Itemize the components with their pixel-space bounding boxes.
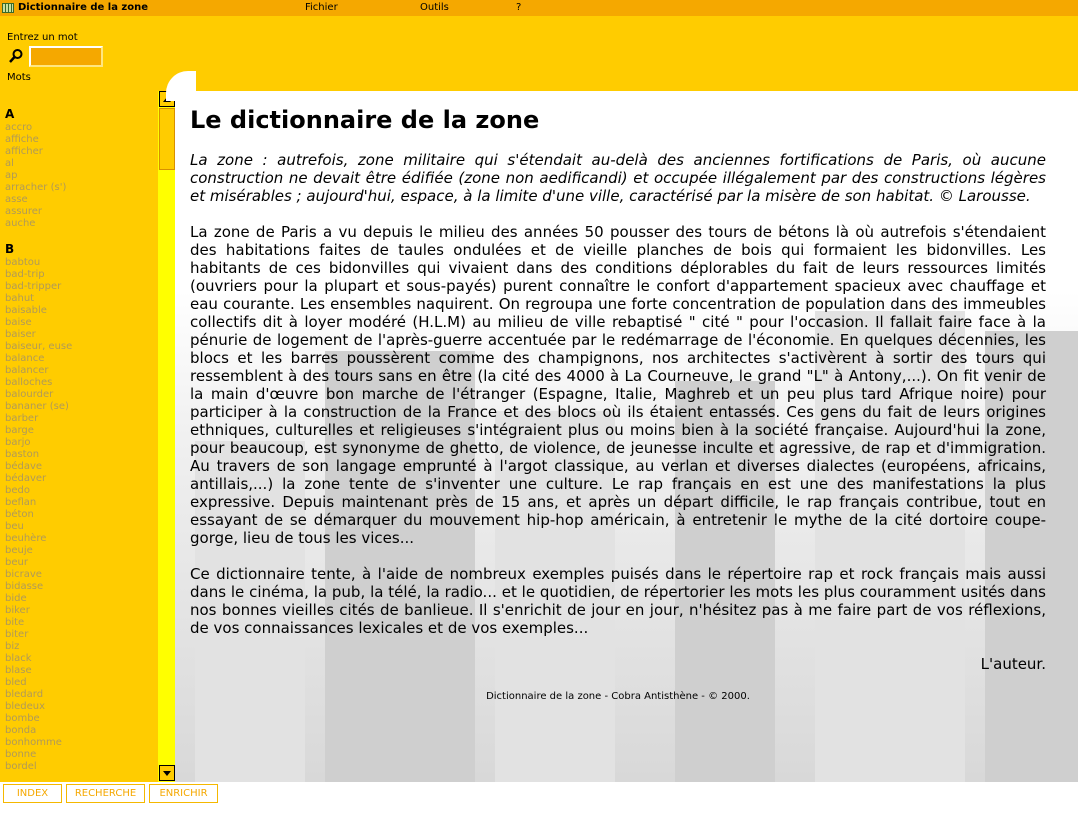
word-link[interactable]: bahut	[5, 293, 35, 304]
main-content	[175, 91, 1078, 782]
footer-credit: Dictionnaire de la zone - Cobra Antisthène - © 2000.	[486, 691, 750, 702]
word-link[interactable]: ap	[5, 170, 18, 181]
purpose-paragraph: Ce dictionnaire tente, à l'aide de nombreux exemples puisés dans le répertoire rap et rock français mais aussi dans le cinéma, la pub, la télé, la radio... et le quotidien, de répertorier les mots les plus couramment usités dans nos bonnes vieilles cités de banlieue. Il s'enrichit de jour en jour, n'hésitez pas à me faire part de vos réflexions, de vos connaissances lexicales et de vos exemples...	[190, 565, 1046, 637]
word-link[interactable]: beuhère	[5, 533, 47, 544]
word-link[interactable]: affiche	[5, 134, 39, 145]
word-link[interactable]: bordel	[5, 761, 37, 772]
word-link[interactable]: biker	[5, 605, 30, 616]
word-link[interactable]: balloches	[5, 377, 53, 388]
word-link[interactable]: baiser	[5, 329, 36, 340]
arrow-down-icon	[163, 771, 171, 776]
word-link[interactable]: barber	[5, 413, 39, 424]
word-link[interactable]: bad-trip	[5, 269, 45, 280]
word-link[interactable]: bad-tripper	[5, 281, 62, 292]
letter-heading: B	[5, 242, 15, 256]
word-link[interactable]: bonne	[5, 749, 37, 760]
menu-outils[interactable]: Outils	[420, 2, 449, 13]
word-link[interactable]: balancer	[5, 365, 49, 376]
word-list	[5, 107, 155, 782]
words-list-label: Mots	[7, 72, 31, 83]
word-link[interactable]: beur	[5, 557, 28, 568]
recherche-button[interactable]: RECHERCHE	[66, 784, 145, 803]
letter-heading: A	[5, 107, 15, 121]
page-title: Le dictionnaire de la zone	[190, 106, 540, 134]
search-label: Entrez un mot	[7, 32, 78, 43]
word-link[interactable]: black	[5, 653, 32, 664]
search-header	[0, 16, 1078, 91]
word-link[interactable]: bedo	[5, 485, 30, 496]
enrichir-button[interactable]: ENRICHIR	[149, 784, 218, 803]
letter-group	[5, 242, 155, 773]
word-link[interactable]: blase	[5, 665, 32, 676]
word-link[interactable]: asse	[5, 194, 28, 205]
word-link[interactable]: bonhomme	[5, 737, 62, 748]
word-link[interactable]: auche	[5, 218, 36, 229]
word-link[interactable]: beflan	[5, 497, 37, 508]
app-title: Dictionnaire de la zone	[18, 2, 149, 13]
search-icon[interactable]	[8, 48, 24, 64]
word-link[interactable]: baise	[5, 317, 32, 328]
word-link[interactable]: barjo	[5, 437, 31, 448]
word-link[interactable]: balance	[5, 353, 45, 364]
word-link[interactable]: balourder	[5, 389, 54, 400]
word-link[interactable]: beuje	[5, 545, 33, 556]
word-link[interactable]: babtou	[5, 257, 41, 268]
word-link[interactable]: bidasse	[5, 581, 44, 592]
word-link[interactable]: bite	[5, 617, 25, 628]
scroll-thumb[interactable]	[159, 108, 175, 170]
word-link[interactable]: bédaver	[5, 473, 47, 484]
definition-paragraph: La zone : autrefois, zone militaire qui s'étendait au-delà des anciennes fortifications de Paris, où aucune construction ne devait être édifiée (zone non aedificandi) et occupée illégalement par des constructions légères et misérables ; aujourd'hui, espace, à la limite d'une ville, caractérisé par la misère de son habitat. © Larousse.	[190, 151, 1046, 205]
menu-fichier[interactable]: Fichier	[305, 2, 338, 13]
word-link[interactable]: biter	[5, 629, 29, 640]
article	[190, 105, 1046, 702]
word-link[interactable]: afficher	[5, 146, 43, 157]
word-list-panel	[0, 91, 158, 782]
word-link[interactable]: bicrave	[5, 569, 42, 580]
menu-bar	[0, 0, 1078, 16]
index-button[interactable]: INDEX	[3, 784, 62, 803]
word-link[interactable]: béton	[5, 509, 34, 520]
word-list-scrollbar[interactable]	[158, 91, 175, 782]
word-link[interactable]: bledeux	[5, 701, 46, 712]
word-link[interactable]: barge	[5, 425, 34, 436]
word-link[interactable]: baston	[5, 449, 40, 460]
word-link[interactable]: bledard	[5, 689, 44, 700]
word-link[interactable]: beu	[5, 521, 24, 532]
word-link[interactable]: bled	[5, 677, 27, 688]
author-signature: L'auteur.	[980, 655, 1046, 673]
menu-help[interactable]: ?	[516, 2, 522, 13]
word-link[interactable]: assurer	[5, 206, 43, 217]
history-paragraph: La zone de Paris a vu depuis le milieu des années 50 pousser des tours de bétons là où autrefois s'étendaient des habitations faites de taules ondulées et de vieille planches de bois qui formaient les bidonvilles. Les habitants de ces bidonvilles qui vivaient dans des conditions déplorables du fait de leurs ressources limités (ouvriers pour la plupart et sous-payés) purent connaître le confort d'appartement spacieux avec chauffage et eau courante. Les ensembles naquirent. On regroupa une forte concentration de population dans des immeubles collectifs dit à loyer modéré (H.L.M) au milieu de ville rebaptisé " cité " pour l'occasion. Il fallait faire face à la pénurie de logement de l'après-guerre accentuée par le redémarrage de l'économie. En quelques décennies, les blocs et les barres poussèrent comme des champignons, nos architectes s'activèrent à sortir des tours qui ressemblent à des tours sans en être (la cité des 4000 à La Courneuve, le grand "L" à Antony,...). On fit venir de la main d'œuvre bon marche de l'étranger (Espagne, Italie, Maghreb et un peu plus tard Afrique noire) pour participer à la construction de la France et des blocs où ils étaient entassés. Ces gens du fait de leurs origines ethniques, culturelles et religieuses s'intégraient plus ou moins bien à la société française. Aujourd'hui la zone, pour beaucoup, est synonyme de ghetto, de violence, de jeunesse inculte et agressive, de rap et d'immigration. Au travers de son langage emprunté à l'argot classique, au verlan et diverses dialectes (européens, africains, antillais,...) la zone tente de s'inventer une culture. Le rap français en est une des manifestations la plus expressive. Depuis maintenant près de 15 ans, et après un départ difficile, le rap français contribue, tout en essayant de se démarquer du mouvement hip-hop américain, à entretenir le mythe de la cité dortoire coupe-gorge, lieu de tous les vices...	[190, 223, 1046, 547]
word-link[interactable]: arracher (s')	[5, 182, 67, 193]
word-link[interactable]: bananer (se)	[5, 401, 69, 412]
word-link[interactable]: bédave	[5, 461, 43, 472]
bottom-nav	[0, 782, 1078, 813]
word-link[interactable]: al	[5, 158, 14, 169]
word-link[interactable]: bide	[5, 593, 27, 604]
word-link[interactable]: baisable	[5, 305, 47, 316]
word-link[interactable]: accro	[5, 122, 33, 133]
app-icon	[2, 3, 14, 13]
letter-group	[5, 107, 155, 230]
word-link[interactable]: baiseur, euse	[5, 341, 73, 352]
scroll-down-button[interactable]	[159, 765, 175, 781]
word-link[interactable]: bonda	[5, 725, 37, 736]
word-link[interactable]: biz	[5, 641, 20, 652]
search-input[interactable]	[29, 46, 103, 67]
word-link[interactable]: bombe	[5, 713, 40, 724]
